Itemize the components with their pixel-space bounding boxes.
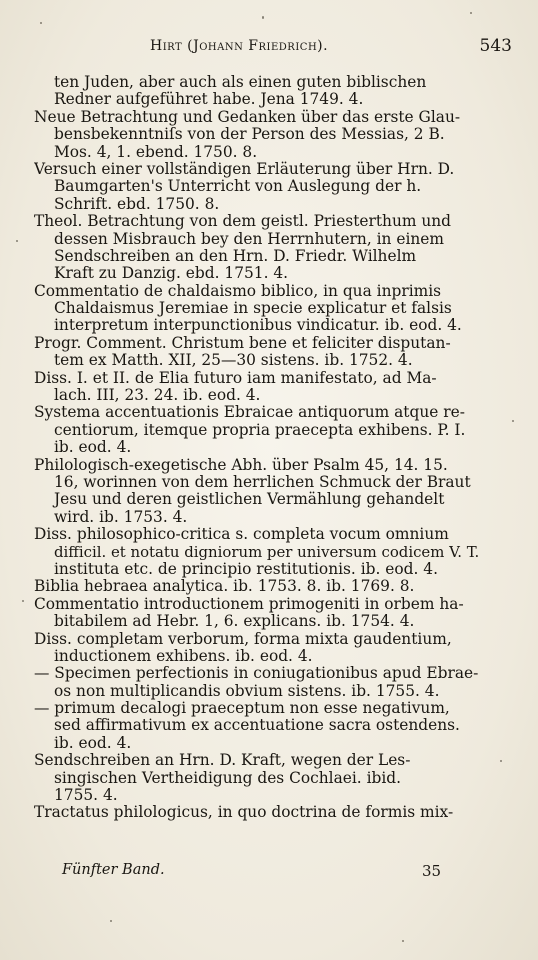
paper-speck	[110, 920, 112, 922]
text-line: instituta etc. de principio restitutionis. ib. eod. 4.	[54, 560, 438, 578]
text-line: Redner aufgeführet habe. Jena 1749. 4.	[54, 91, 364, 109]
text-line: — Specimen perfectionis in coniugationibus apud Ebrae-	[34, 665, 479, 683]
text-line: bensbekenntniſs von der Person des Messias, 2 B.	[54, 126, 445, 144]
text-line: interpretum interpunctionibus vindicatur. ib. eod. 4.	[54, 317, 462, 335]
text-line: Commentatio introductionem primogeniti in orbem ha-	[34, 595, 464, 613]
text-line: bitabilem ad Hebr. 1, 6. explicans. ib. 1754. 4.	[54, 613, 415, 631]
text-line: Diss. I. et II. de Elia futuro iam manifestato, ad Ma-	[34, 369, 437, 387]
paper-speck	[16, 240, 18, 242]
text-line: dessen Misbrauch bey den Herrnhutern, in einem	[54, 230, 444, 248]
text-line: ten Juden, aber auch als einen guten biblischen	[54, 74, 427, 91]
text-line: difficil. et notatu digniorum per universum codicem V. T.	[54, 543, 480, 561]
sheet-number: 35	[422, 862, 442, 880]
text-line: Philologisch-exegetische Abh. über Psalm 45, 14. 15.	[34, 456, 448, 474]
text-line: Theol. Betrachtung von dem geistl. Priesterthum und	[34, 213, 452, 231]
text-line: — primum decalogi praeceptum non esse negativum,	[34, 700, 450, 718]
text-line: singischen Vertheidigung des Cochlaei. ibid.	[54, 769, 402, 787]
text-line: sed affirmativum ex accentuatione sacra ostendens.	[54, 717, 460, 735]
text-line: 16, worinnen von dem herrlichen Schmuck der Braut	[54, 473, 471, 491]
paper-speck	[262, 16, 264, 19]
paper-speck	[22, 600, 24, 602]
text-line: Systema accentuationis Ebraicae antiquorum atque re-	[34, 404, 465, 422]
text-line: Sendschreiben an Hrn. D. Kraft, wegen der Les-	[34, 752, 411, 770]
text-line: Diss. completam verborum, forma mixta gaudentium,	[34, 630, 452, 648]
text-line: Versuch einer vollständigen Erläuterung über Hrn. D.	[34, 160, 455, 178]
running-head: Hirt (Johann Friedrich).	[150, 38, 329, 54]
paper-speck	[402, 940, 404, 942]
text-line: Diss. philosophico-critica s. completa vocum omnium	[34, 526, 449, 544]
text-line: Sendschreiben an den Hrn. D. Friedr. Wilhelm	[54, 247, 417, 265]
text-line: inductionem exhibens. ib. eod. 4.	[54, 647, 313, 665]
text-line: Biblia hebraea analytica. ib. 1753. 8. ib. 1769. 8.	[34, 578, 415, 596]
paper-speck	[40, 22, 42, 24]
text-line: Tractatus philologicus, in quo doctrina de formis mix-	[34, 804, 454, 822]
text-line: ib. eod. 4.	[54, 439, 132, 457]
paper-speck	[500, 760, 502, 762]
text-line: os non multiplicandis obvium sistens. ib. 1755. 4.	[54, 682, 440, 700]
text-line: Schrift. ebd. 1750. 8.	[54, 195, 220, 213]
text-line: Chaldaismus Jeremiae in specie explicatur et falsis	[54, 300, 452, 318]
text-line: Jesu und deren geistlichen Vermählung gehandelt	[54, 491, 445, 509]
text-line: Progr. Comment. Christum bene et feliciter disputan-	[34, 334, 451, 352]
page-header	[0, 38, 538, 60]
text-line: Mos. 4, 1. ebend. 1750. 8.	[54, 143, 258, 161]
text-line: 1755. 4.	[54, 787, 118, 805]
bibliography-text	[34, 74, 482, 822]
text-line: ib. eod. 4.	[54, 734, 132, 752]
text-line: Neue Betrachtung und Gedanken über das erste Glau-	[34, 108, 461, 126]
text-line: Kraft zu Danzig. ebd. 1751. 4.	[54, 265, 289, 283]
page-footer	[0, 862, 538, 884]
text-line: lach. III, 23. 24. ib. eod. 4.	[54, 387, 261, 405]
paper-speck	[512, 420, 514, 422]
page-number: 543	[479, 36, 512, 56]
text-line: tem ex Matth. XII, 25—30 sistens. ib. 1752. 4.	[54, 352, 413, 370]
volume-signature: Fünfter Band.	[62, 862, 165, 878]
text-line: Commentatio de chaldaismo biblico, in qua inprimis	[34, 282, 442, 300]
paper-speck	[470, 12, 472, 14]
text-line: wird. ib. 1753. 4.	[54, 508, 188, 526]
text-line: centiorum, itemque propria praecepta exhibens. P. I.	[54, 421, 466, 439]
text-line: Baumgarten's Unterricht von Auslegung der h.	[54, 178, 422, 196]
